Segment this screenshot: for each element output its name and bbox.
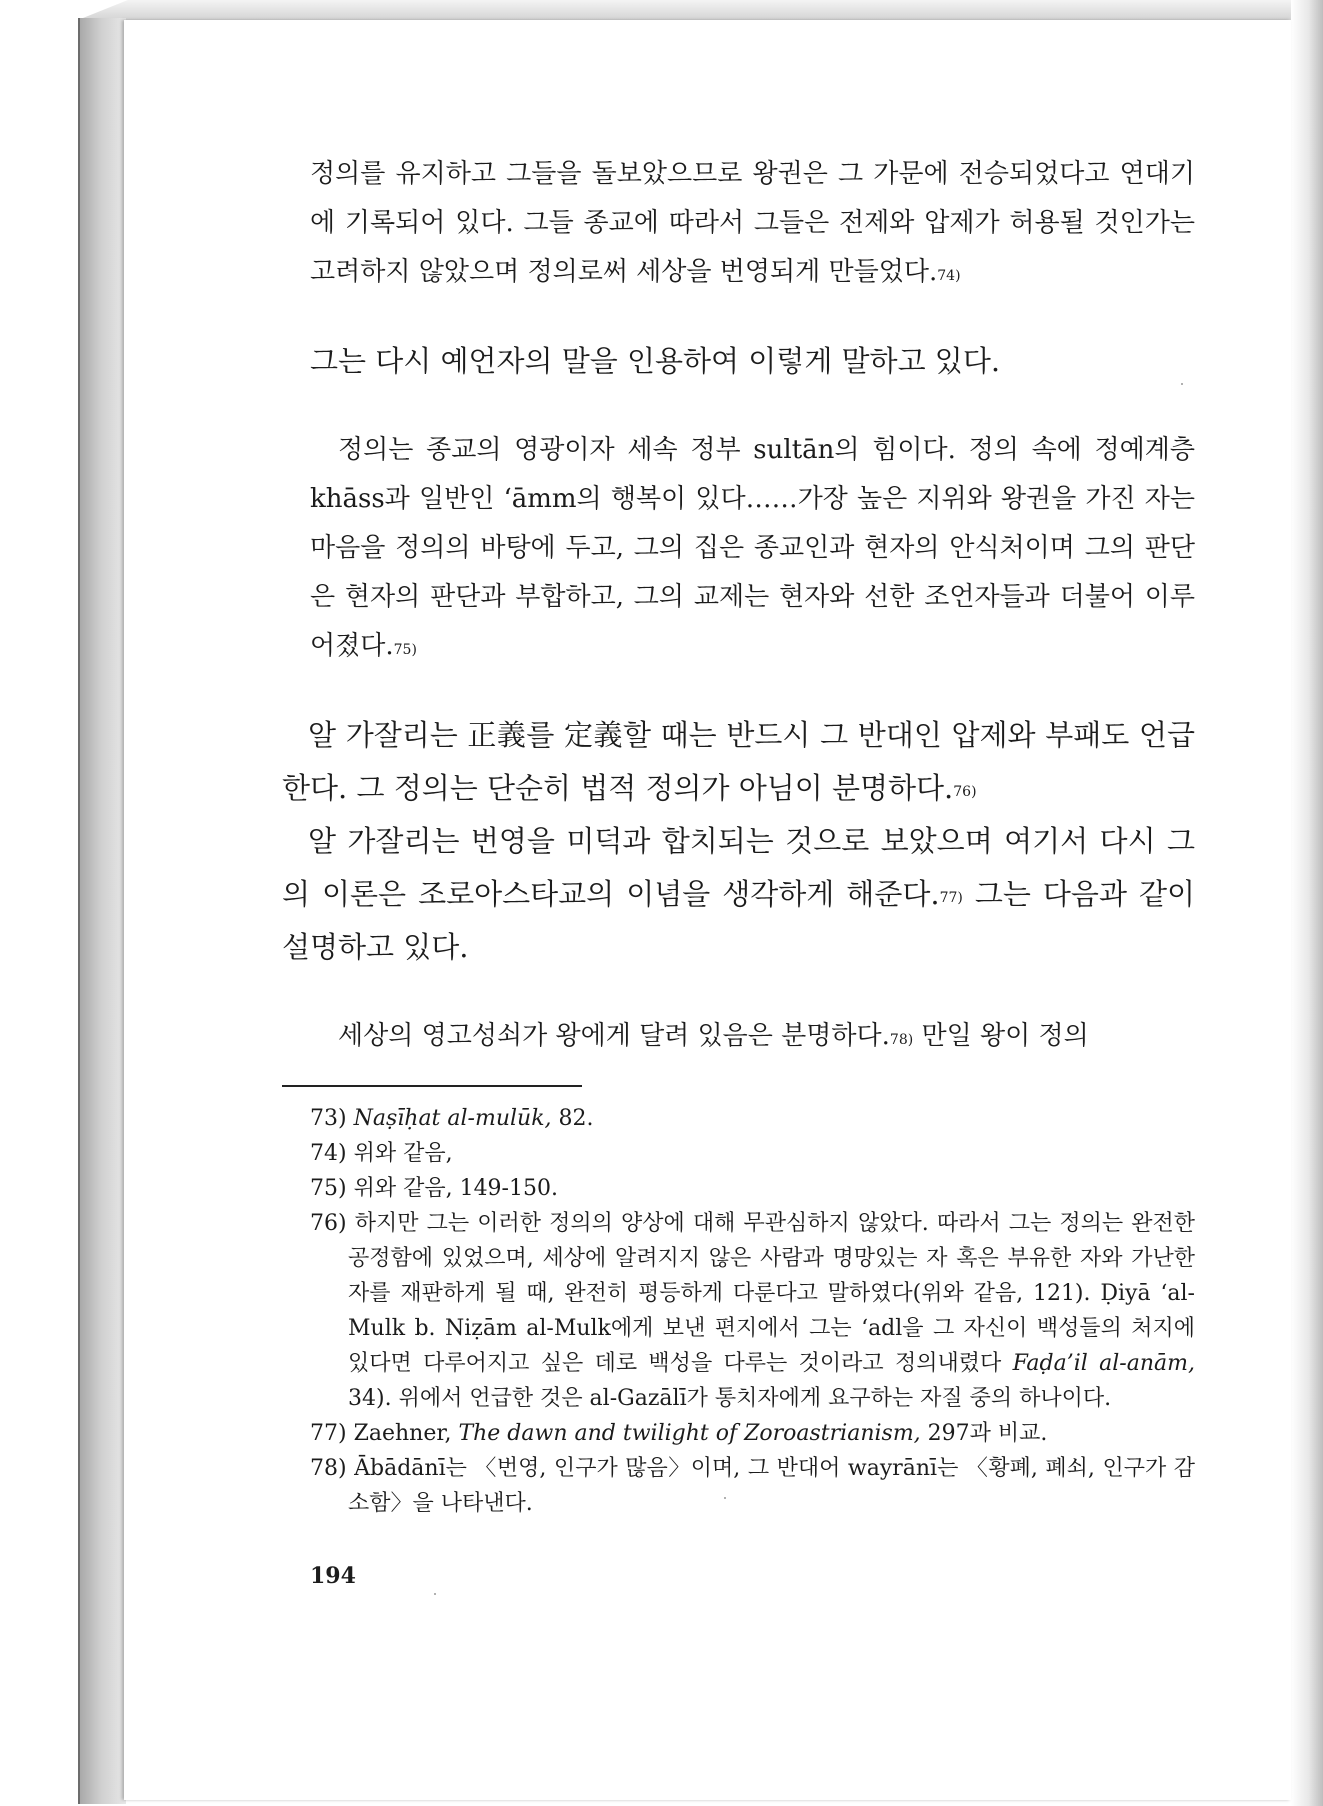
footnote-76: 76) 하지만 그는 이러한 정의의 양상에 대해 무관심하지 않았다. 따라서 그는 정의는 완전한 공정함에 있었으며, 세상에 알려지지 않은 사람과 명망있는 자 혹은 부유한 자와 가난한 자를 재판하게 될 때, 완전히 평등하게 다룬다고 말하였다(위와 같음, 121). Ḍiyā ‘al-Mulk b. Niẓām al-Mulk에게 보낸 편지에서 그는 ‘adl을 그 자신이 백성들의 처지에 있다면 다루어지고 싶은 데로 백성을 다루는 것이라고 정의내렸다 Faḍa’il al-anām, 34). 위에서 언급한 것은 al-Gazālī가 통치자에게 요구하는 자질 중의 하나이다. [310, 1211, 1195, 1411]
paragraph-2: 그는 다시 예언자의 말을 인용하여 이렇게 말하고 있다. [310, 344, 1001, 378]
footnote-78: 78) Ābādānī는 〈번영, 인구가 많음〉이며, 그 반대어 wayrānī는 〈황폐, 폐쇠, 인구가 감소함〉을 나타낸다. [310, 1456, 1195, 1516]
footnotes [310, 1101, 1195, 1521]
footnote-divider [282, 1085, 582, 1087]
paragraph-4: 알 가잘리는 번영을 미덕과 합치되는 것으로 보았으며 여기서 다시 그의 이론은 조로아스타교의 이념을 생각하게 해준다.$^{77)}$ 그는 다음과 같이 설명하고 있다. [282, 824, 1195, 964]
footnote-73: 73) Naṣīḥat al-mulūk, 82. [310, 1106, 594, 1131]
paragraph-5: 세상의 영고성쇠가 왕에게 달려 있음은 분명하다.$^{78)}$ 만일 왕이 정의 [338, 1021, 1089, 1051]
footnote-77: 77) Zaehner, The dawn and twilight of Zoroastrianism, 297과 비교. [310, 1421, 1048, 1446]
scan-speck [434, 1593, 436, 1595]
footnote-74: 74) 위와 같음, [310, 1141, 453, 1166]
block-quote: 정의는 종교의 영광이자 세속 정부 sultān의 힘이다. 정의 속에 정예계층 khāss과 일반인 ‘āmm의 행복이 있다……가장 높은 지위와 왕권을 가진 자는 마음을 정의의 바탕에 두고, 그의 집은 종교인과 현자의 안식처이며 그의 판단은 현자의 판단과 부합하고, 그의 교제는 현자와 선한 조언자들과 더불어 이루어졌다.$^{75)}$ [310, 435, 1195, 661]
paragraph-3: 알 가잘리는 正義를 定義할 때는 반드시 그 반대인 압제와 부패도 언급한다. 그 정의는 단순히 법적 정의가 아님이 분명하다.$^{76)}$ [282, 718, 1195, 805]
book-spine-edge [78, 18, 126, 1804]
page-number: 194 [310, 1563, 356, 1589]
book-top-edge [78, 0, 1323, 20]
paragraph-1: 정의를 유지하고 그들을 돌보았으므로 왕권은 그 가문에 전승되었다고 연대기에 기록되어 있다. 그들 종교에 따라서 그들은 전제와 압제가 허용될 것인가는 고려하지 않았으며 정의로써 세상을 번영되게 만들었다.$^{74)}$ [310, 159, 1195, 287]
book-right-edge [1291, 0, 1323, 1806]
footnote-75: 75) 위와 같음, 149-150. [310, 1176, 558, 1201]
page-content [282, 150, 1195, 1589]
